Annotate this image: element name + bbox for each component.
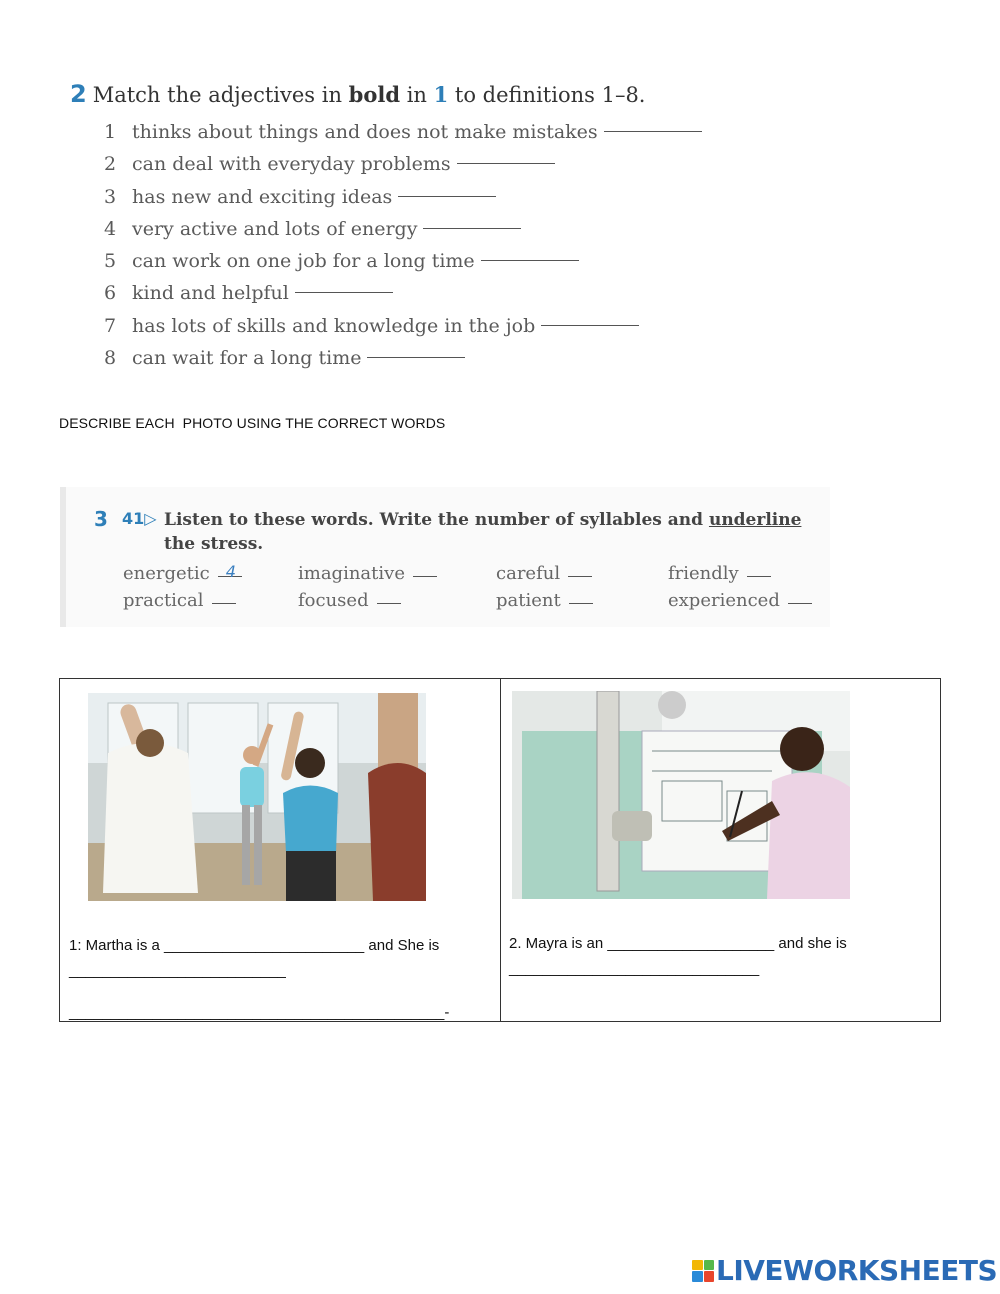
definition-item [104,181,702,213]
drafting-illustration [512,691,850,899]
exercise-2-number: 2 [70,80,87,108]
item-text: kind and helpful [132,282,289,305]
definition-list [104,116,702,374]
item-number: 8 [104,347,117,370]
word-label: focused [298,590,369,611]
item-text: can deal with everyday problems [132,153,451,176]
answer-blank[interactable] [398,196,496,197]
item-text: has lots of skills and knowledge in the job [132,314,536,337]
column-divider [500,679,501,1021]
describe-instruction: DESCRIBE EACH PHOTO USING THE CORRECT WORDS [59,415,446,431]
exercise-2 [60,76,760,376]
syllable-blank[interactable] [747,576,771,577]
heading-reference: 1 [433,82,449,107]
brand-name: LIVEWORKSHEETS [716,1254,998,1287]
answer-blank[interactable] [423,228,521,229]
definition-item [104,148,702,180]
definition-item [104,213,702,245]
item-number: 1 [104,121,117,143]
heading-text: to definitions 1–8. [448,83,646,107]
photo-table [59,678,941,1022]
sentence-2-line-1[interactable]: 2. Mayra is an ____________________ and she is [509,935,847,952]
exercise-class-illustration [88,693,426,901]
syllable-blank[interactable] [413,576,437,577]
heading-bold: bold [348,82,401,107]
definition-item [104,277,702,309]
word-label: practical [123,590,204,611]
item-number: 4 [104,217,117,240]
definition-item [104,310,702,342]
heading-text: in [400,83,434,107]
word-item [298,590,401,611]
exercise-2-heading [70,80,645,108]
word-item [496,563,592,584]
definition-item [104,342,702,374]
exercise-class-photo [88,693,426,901]
sentence-1-line-1[interactable]: 1: Martha is a ________________________ and She is [69,937,440,954]
sentence-2-line-2[interactable]: ______________________________ [509,960,760,977]
logo-tiles-icon [692,1260,714,1282]
item-number: 3 [104,185,117,208]
word-label: careful [496,563,561,584]
word-item [668,563,771,584]
heading-text: Match the adjectives in [92,83,349,107]
word-label: imaginative [298,563,405,584]
item-text: can work on one job for a long time [132,250,475,273]
syllable-blank[interactable] [569,603,593,604]
word-label: patient [496,590,561,611]
word-label: energetic [123,563,210,584]
word-item [496,590,593,611]
item-number: 2 [104,153,117,176]
word-item [298,563,437,584]
sentence-1-line-3[interactable]: _____________________________________________- [69,1004,450,1021]
word-item [123,590,236,611]
answer-blank[interactable] [541,325,639,326]
word-label: friendly [668,563,739,584]
liveworksheets-logo [692,1254,997,1287]
definition-item [104,245,702,277]
exercise-3-instruction [164,508,864,556]
exercise-3 [60,487,830,627]
scan-edge [60,487,66,627]
word-label: experienced [668,590,780,611]
answer-blank[interactable] [367,357,465,358]
answer-blank[interactable] [295,292,393,293]
word-item [668,590,812,611]
answer-blank[interactable] [481,260,579,261]
item-number: 5 [104,250,117,273]
syllable-blank[interactable] [377,603,401,604]
sentence-1-line-2[interactable]: __________________________ [69,962,286,979]
answer-blank[interactable] [457,163,555,164]
item-text: thinks about things and does not make mistakes [132,121,598,143]
syllable-blank[interactable] [788,603,812,604]
definition-item [104,116,702,148]
instruction-text: Listen to these words. Write the number of syllables and [164,510,709,530]
drafting-photo [512,691,850,899]
exercise-3-number: 3 [94,507,108,531]
word-item [123,563,242,584]
answer-blank[interactable] [604,131,702,132]
item-number: 7 [104,314,117,337]
item-text: very active and lots of energy [132,217,418,240]
audio-track-label: 41▷ [122,509,157,528]
item-text: has new and exciting ideas [132,185,393,208]
syllable-blank[interactable] [212,603,236,604]
item-text: can wait for a long time [132,347,362,370]
instruction-text: the stress. [164,534,264,554]
item-number: 6 [104,282,117,305]
syllable-blank[interactable] [218,562,242,581]
syllable-blank[interactable] [568,576,592,577]
instruction-underlined: underline [708,510,802,530]
syllable-answer: 4 [225,562,236,581]
